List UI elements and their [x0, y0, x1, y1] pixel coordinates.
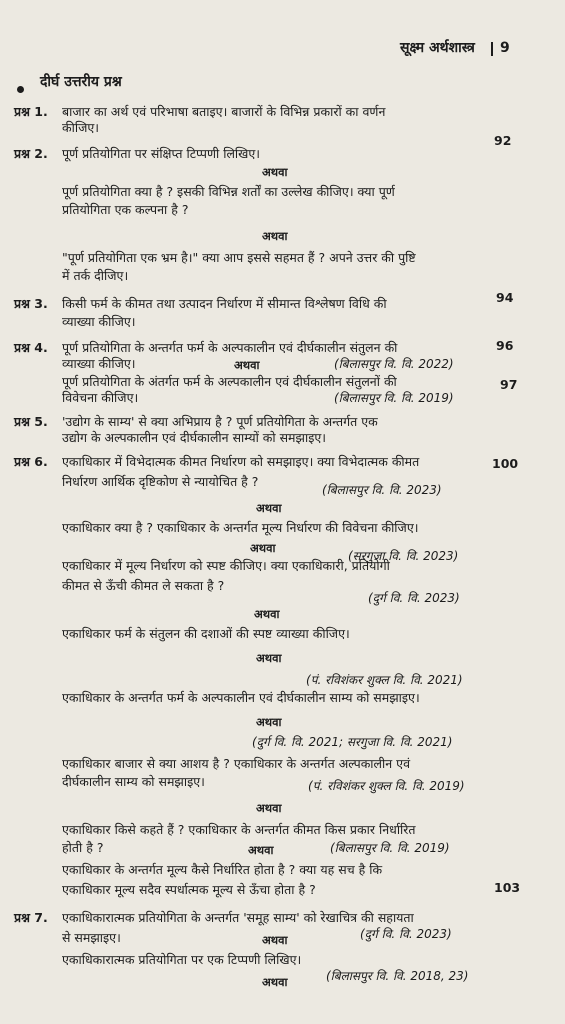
page-number: 9: [500, 40, 510, 56]
question-number: प्रश्न 4.: [14, 340, 48, 355]
answer-page-ref: 100: [492, 456, 519, 471]
question-text: एकाधिकार में मूल्य निर्धारण को स्पष्ट कीजिए। क्या एकाधिकारी, प्रतियोगी: [62, 558, 390, 573]
header-divider: [491, 42, 493, 56]
answer-page-ref: 103: [494, 880, 521, 895]
university-reference: (पं. रविशंकर शुक्ल वि. वि. 2019): [308, 779, 465, 793]
or-label: अथवा: [254, 607, 280, 621]
question-number: प्रश्न 5.: [14, 414, 48, 429]
question-text: पूर्ण प्रतियोगिता क्या है ? इसकी विभिन्न शर्तों का उल्लेख कीजिए। क्या पूर्ण: [62, 184, 395, 199]
or-label: अथवा: [256, 501, 282, 515]
or-label: अथवा: [256, 801, 282, 815]
question-text: एकाधिकारात्मक प्रतियोगिता के अन्तर्गत 'समूह साम्य' को रेखाचित्र की सहायता: [62, 910, 414, 925]
question-text: में तर्क दीजिए।: [62, 268, 129, 283]
section-title: दीर्घ उत्तरीय प्रश्न: [40, 74, 122, 90]
answer-page-ref: 97: [500, 377, 518, 392]
question-text: एकाधिकार क्या है ? एकाधिकार के अन्तर्गत मूल्य निर्धारण की विवेचना कीजिए।: [62, 520, 419, 535]
answer-page-ref: 94: [496, 290, 514, 305]
question-text: एकाधिकारात्मक प्रतियोगिता पर एक टिप्पणी लिखिए।: [62, 952, 302, 967]
question-text: एकाधिकार बाजार से क्या आशय है ? एकाधिकार के अन्तर्गत अल्पकालीन एवं: [62, 756, 411, 771]
or-label: अथवा: [234, 358, 260, 372]
or-label: अथवा: [262, 165, 288, 179]
question-text: उद्योग के अल्पकालीन एवं दीर्घकालीन साम्यों को समझाइए।: [62, 430, 327, 445]
running-header: सूक्ष्म अर्थशास्त्र: [400, 40, 475, 56]
answer-page-ref: 96: [496, 338, 514, 353]
or-label: अथवा: [248, 843, 274, 857]
question-text: दीर्घकालीन साम्य को समझाइए।: [62, 774, 205, 789]
university-reference: (बिलासपुर वि. वि. 2023): [322, 483, 442, 497]
answer-page-ref: 92: [494, 133, 512, 148]
question-text: कीमत से ऊँची कीमत ले सकता है ?: [62, 578, 225, 593]
question-number: प्रश्न 2.: [14, 146, 48, 161]
question-text: किसी फर्म के कीमत तथा उत्पादन निर्धारण में सीमान्त विश्लेषण विधि की: [62, 296, 387, 311]
or-label: अथवा: [256, 715, 282, 729]
question-text: प्रतियोगिता एक कल्पना है ?: [62, 202, 189, 217]
question-text: एकाधिकार के अन्तर्गत फर्म के अल्पकालीन एवं दीर्घकालीन साम्य को समझाइए।: [62, 690, 420, 705]
question-text: एकाधिकार किसे कहते हैं ? एकाधिकार के अन्तर्गत कीमत किस प्रकार निर्धारित: [62, 822, 416, 837]
university-reference: (पं. रविशंकर शुक्ल वि. वि. 2021): [306, 673, 463, 687]
question-text: होती है ?: [62, 840, 104, 855]
question-text: पूर्ण प्रतियोगिता के अंतर्गत फर्म के अल्पकालीन एवं दीर्घकालीन संतुलनों की: [62, 374, 397, 389]
question-number: प्रश्न 1.: [14, 104, 48, 119]
question-text: एकाधिकार फर्म के संतुलन की दशाओं की स्पष्ट व्याख्या कीजिए।: [62, 626, 350, 641]
question-text: एकाधिकार मूल्य सदैव स्पर्धात्मक मूल्य से ऊँचा होता है ?: [62, 882, 316, 897]
question-number: प्रश्न 6.: [14, 454, 48, 469]
question-text: "पूर्ण प्रतियोगिता एक भ्रम है।" क्या आप इससे सहमत हैं ? अपने उत्तर की पुष्टि: [62, 250, 416, 265]
university-reference: (दुर्ग वि. वि. 2023): [368, 591, 460, 605]
question-text: से समझाइए।: [62, 930, 121, 945]
question-text: बाजार का अर्थ एवं परिभाषा बताइए। बाजारों के विभिन्न प्रकारों का वर्णन: [62, 104, 386, 119]
university-reference: (दुर्ग वि. वि. 2021; सरगुजा वि. वि. 2021): [252, 735, 453, 749]
question-number: प्रश्न 7.: [14, 910, 48, 925]
question-text: व्याख्या कीजिए।: [62, 356, 136, 371]
university-reference: (बिलासपुर वि. वि. 2018, 23): [326, 969, 469, 983]
question-text: कीजिए।: [62, 120, 100, 135]
university-reference: (सरगुजा वि. वि. 2023): [348, 549, 459, 563]
bullet-icon: [17, 86, 24, 93]
university-reference: (दुर्ग वि. वि. 2023): [360, 927, 452, 941]
or-label: अथवा: [262, 933, 288, 947]
question-text: पूर्ण प्रतियोगिता के अन्तर्गत फर्म के अल्पकालीन एवं दीर्घकालीन संतुलन की: [62, 340, 398, 355]
question-text: विवेचना कीजिए।: [62, 390, 139, 405]
question-text: निर्धारण आर्थिक दृष्टिकोण से न्यायोचित है ?: [62, 474, 259, 489]
university-reference: (बिलासपुर वि. वि. 2019): [334, 391, 454, 405]
question-text: 'उद्योग के साम्य' से क्या अभिप्राय है ? पूर्ण प्रतियोगिता के अन्तर्गत एक: [62, 414, 378, 429]
or-label: अथवा: [262, 229, 288, 243]
or-label: अथवा: [250, 541, 276, 555]
question-text: व्याख्या कीजिए।: [62, 314, 136, 329]
question-text: पूर्ण प्रतियोगिता पर संक्षिप्त टिप्पणी लिखिए।: [62, 146, 261, 161]
question-text: एकाधिकार के अन्तर्गत मूल्य कैसे निर्धारित होता है ? क्या यह सच है कि: [62, 862, 383, 877]
or-label: अथवा: [262, 975, 288, 989]
question-text: एकाधिकार में विभेदात्मक कीमत निर्धारण को समझाइए। क्या विभेदात्मक कीमत: [62, 454, 420, 469]
question-number: प्रश्न 3.: [14, 296, 48, 311]
or-label: अथवा: [256, 651, 282, 665]
university-reference: (बिलासपुर वि. वि. 2022): [334, 357, 454, 371]
university-reference: (बिलासपुर वि. वि. 2019): [330, 841, 450, 855]
